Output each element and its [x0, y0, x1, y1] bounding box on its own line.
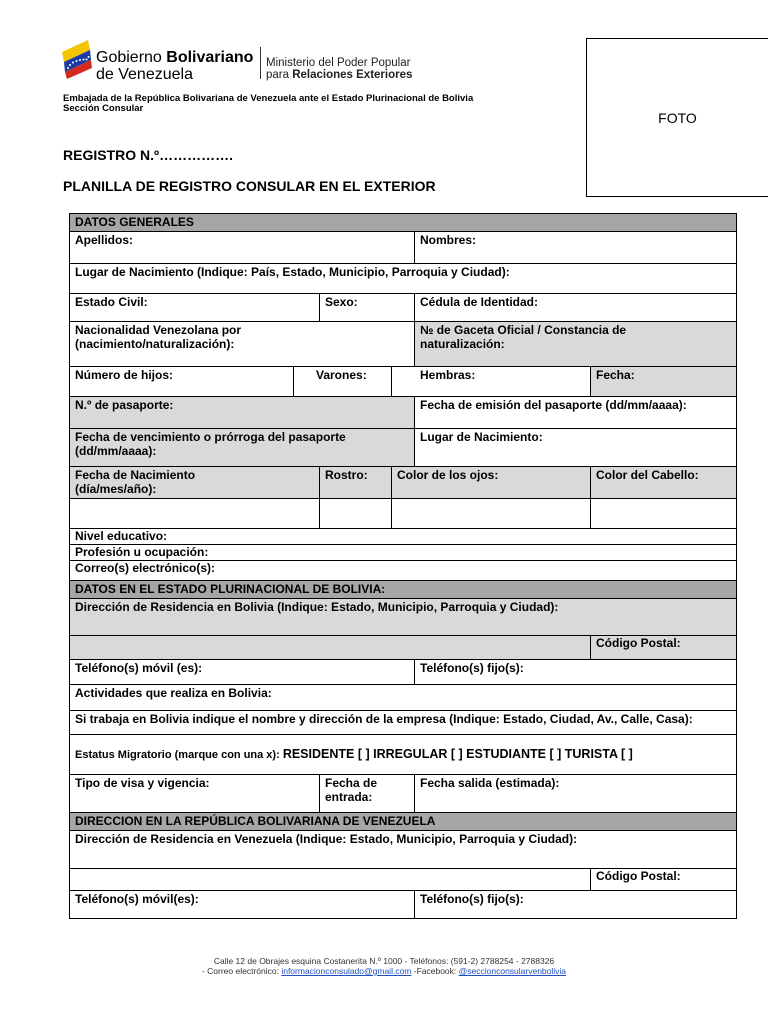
label-fecha-venc-line1: Fecha de vencimiento o prórroga del pasaporte [75, 430, 346, 444]
label-fecha-salida: Fecha salida (estimada): [420, 776, 560, 790]
label-numero-hijos: Número de hijos: [75, 368, 174, 382]
field-direccion-bolivia[interactable] [70, 599, 737, 636]
ministry-line1: Ministerio del Poder Popular [266, 57, 411, 69]
photo-box[interactable] [586, 38, 768, 197]
field-lugar-nacimiento[interactable] [415, 429, 737, 467]
field-gaceta-oficial[interactable] [415, 322, 737, 367]
label-telefono-fijo-bolivia: Teléfono(s) fijo(s): [420, 661, 524, 675]
estatus-options[interactable]: RESIDENTE [ ] IRREGULAR [ ] ESTUDIANTE [ ] TURISTA [ ] [282, 747, 633, 761]
label-estatus-migratorio: Estatus Migratorio (marque con una x): [75, 749, 283, 761]
field-color-cabello[interactable] [591, 467, 737, 499]
field-correo[interactable] [70, 561, 737, 581]
label-correo: Correo(s) electrónico(s): [75, 561, 216, 575]
field-fecha-emision[interactable] [415, 397, 737, 429]
logo-line1-light: Gobierno [96, 49, 167, 66]
footer-contact [0, 966, 768, 976]
footer [0, 956, 768, 976]
label-tipo-visa: Tipo de visa y vigencia: [75, 776, 210, 790]
field-varones[interactable] [294, 367, 392, 397]
field-nombres[interactable] [415, 232, 737, 264]
field-fecha-nacimiento[interactable] [70, 467, 320, 499]
field-telefono-fijo-bolivia[interactable] [415, 660, 737, 685]
field-pasaporte[interactable] [70, 397, 415, 429]
label-varones: Varones: [316, 368, 367, 382]
field-hembras[interactable] [392, 367, 591, 397]
logo-line2: de Venezuela [96, 66, 193, 83]
label-nivel-educativo: Nivel educativo: [75, 529, 168, 543]
label-actividades-bolivia: Actividades que realiza en Bolivia: [75, 686, 272, 700]
section-direccion-venezuela: DIRECCION EN LA REPÚBLICA BOLIVARIANA DE VENEZUELA [70, 813, 737, 831]
field-trabajo-bolivia[interactable] [70, 711, 737, 735]
label-fecha-venc-line2: (dd/mm/aaaa): [75, 444, 157, 458]
label-fecha-nac-line1: Fecha de Nacimiento [75, 468, 196, 482]
label-fecha-emision: Fecha de emisión del pasaporte (dd/mm/aaaa): [420, 398, 687, 412]
footer-address: Calle 12 de Obrajes esquina Costanerita N.º 1000 - Teléfonos: (591-2) 2788254 - 2788326 [213, 956, 555, 966]
field-fecha-entrada[interactable] [320, 775, 415, 813]
label-sexo: Sexo: [325, 295, 358, 309]
field-profesion[interactable] [70, 545, 737, 561]
label-rostro: Rostro: [325, 468, 368, 482]
photo-label: FOTO [658, 109, 697, 126]
label-trabajo-bolivia: Si trabaja en Bolivia indique el nombre y dirección de la empresa (Indique: Estado, Ciudad, Av., Calle, Casa): [75, 712, 693, 726]
field-telefono-fijo-venezuela[interactable] [415, 891, 737, 919]
field-estatus-migratorio[interactable] [70, 735, 737, 775]
label-telefono-fijo-venezuela: Teléfono(s) fijo(s): [420, 892, 524, 906]
label-nacionalidad-line2: (nacimiento/naturalización): [75, 337, 235, 351]
field-numero-hijos[interactable] [70, 367, 294, 397]
field-telefono-movil-venezuela[interactable] [70, 891, 415, 919]
registration-form [69, 213, 737, 919]
field-estado-civil[interactable] [70, 294, 320, 322]
government-logo-text [96, 49, 253, 83]
label-apellidos: Apellidos: [75, 233, 134, 247]
input-rostro[interactable] [320, 499, 392, 529]
label-fecha: Fecha: [596, 368, 635, 382]
embassy-heading [63, 94, 473, 114]
field-nacionalidad[interactable] [70, 322, 415, 367]
field-sexo[interactable] [320, 294, 415, 322]
logo-divider [260, 47, 261, 79]
field-fecha[interactable] [591, 367, 737, 397]
input-direccion-bolivia-cont[interactable] [70, 636, 591, 660]
footer-email-link[interactable]: informacionconsulado@gmail.com [281, 966, 412, 976]
field-lugar-nacimiento-completo[interactable] [70, 264, 737, 294]
ministry-bold: Relaciones Exteriores [292, 69, 413, 81]
label-direccion-venezuela: Dirección de Residencia en Venezuela (Indique: Estado, Municipio, Parroquia y Ciudad): [75, 832, 578, 846]
footer-facebook-link[interactable]: @seccionconsularvenbolivia [458, 966, 567, 976]
label-nombres: Nombres: [420, 233, 477, 247]
field-cedula[interactable] [415, 294, 737, 322]
label-fecha-nac-line2: (día/mes/año): [75, 482, 157, 496]
venezuela-flag-icon [58, 38, 94, 80]
label-color-cabello: Color del Cabello: [596, 468, 699, 482]
field-fecha-vencimiento[interactable] [70, 429, 415, 467]
footer-email-prefix: - Correo electrónico: [201, 966, 282, 976]
label-profesion: Profesión u ocupación: [75, 545, 209, 559]
form-title: PLANILLA DE REGISTRO CONSULAR EN EL EXTERIOR [63, 178, 436, 194]
label-codigo-postal-bolivia: Código Postal: [596, 636, 681, 650]
field-codigo-postal-venezuela[interactable] [591, 869, 737, 891]
field-codigo-postal-bolivia[interactable] [591, 636, 737, 660]
field-tipo-visa[interactable] [70, 775, 320, 813]
label-lugar-nacimiento: Lugar de Nacimiento: [420, 430, 543, 444]
field-rostro[interactable] [320, 467, 392, 499]
input-direccion-venezuela-cont[interactable] [70, 869, 591, 891]
label-color-ojos: Color de los ojos: [397, 468, 499, 482]
label-codigo-postal-venezuela: Código Postal: [596, 869, 681, 883]
field-apellidos[interactable] [70, 232, 415, 264]
label-lugar-nacimiento-completo: Lugar de Nacimiento (Indique: País, Estado, Municipio, Parroquia y Ciudad): [75, 265, 510, 279]
field-fecha-salida[interactable] [415, 775, 737, 813]
label-hembras: Hembras: [420, 368, 476, 382]
section-datos-generales: DATOS GENERALES [70, 214, 737, 232]
section-datos-bolivia: DATOS EN EL ESTADO PLURINACIONAL DE BOLIVIA: [70, 581, 737, 599]
field-actividades-bolivia[interactable] [70, 685, 737, 711]
label-pasaporte: N.º de pasaporte: [75, 398, 174, 412]
footer-facebook-prefix: -Facebook: [411, 966, 459, 976]
field-nivel-educativo[interactable] [70, 529, 737, 545]
input-color-ojos[interactable] [392, 499, 591, 529]
embassy-line2: Sección Consular [63, 103, 144, 114]
field-direccion-venezuela[interactable] [70, 831, 737, 869]
embassy-line1: Embajada de la República Bolivariana de Venezuela ante el Estado Plurinacional de Bolivia [63, 93, 474, 104]
label-estado-civil: Estado Civil: [75, 295, 148, 309]
input-fecha-nacimiento[interactable] [70, 499, 320, 529]
field-telefono-movil-bolivia[interactable] [70, 660, 415, 685]
label-telefono-movil-venezuela: Teléfono(s) móvil(es): [75, 892, 199, 906]
label-cedula: Cédula de Identidad: [420, 295, 539, 309]
label-telefono-movil-bolivia: Teléfono(s) móvil (es): [75, 661, 203, 675]
ministry-text [266, 57, 412, 81]
registro-number: REGISTRO N.º……………. [63, 147, 234, 163]
field-color-ojos[interactable] [392, 467, 591, 499]
label-gaceta-line2: naturalización: [420, 337, 505, 351]
logo-line1-bold: Bolivariano [166, 49, 254, 66]
ministry-para: para [266, 69, 293, 81]
label-gaceta-line1: № de Gaceta Oficial / Constancia de [420, 323, 627, 337]
label-direccion-bolivia: Dirección de Residencia en Bolivia (Indique: Estado, Municipio, Parroquia y Ciudad): [75, 600, 559, 614]
label-nacionalidad-line1: Nacionalidad Venezolana por [75, 323, 242, 337]
label-fecha-entrada: Fecha de entrada: [325, 776, 378, 804]
input-color-cabello[interactable] [591, 499, 737, 529]
